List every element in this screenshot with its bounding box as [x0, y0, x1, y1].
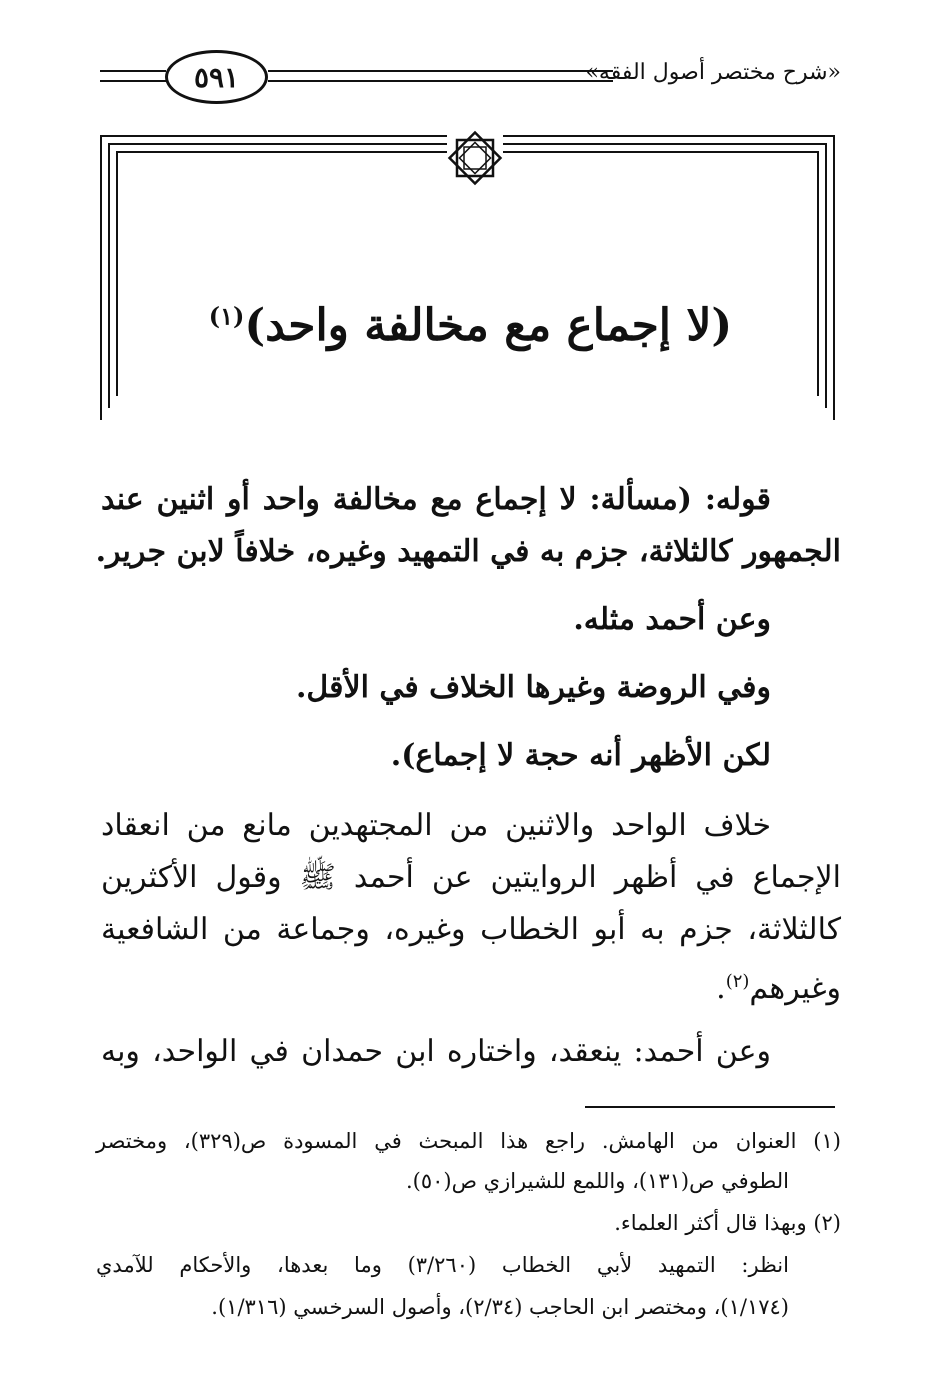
header-rule-left-top [100, 70, 166, 72]
header-rule-left-bottom [100, 80, 166, 82]
footnote-line-2: الطوفي ص(١٣١)، واللمع للشيرازي ص(٥٠). [405, 1169, 789, 1193]
page-number: ٥٩١ [165, 50, 268, 104]
footnote-line-4: انظر: التمهيد لأبي الخطاب (٣/٢٦٠) وما بعدها، والأحكام للآمدي [96, 1253, 789, 1277]
frame-right-inner [817, 151, 819, 396]
frame-left-middle [108, 143, 110, 408]
footnote-ref-2: (٢) [725, 971, 750, 992]
frame-left-inner [116, 151, 118, 396]
footnote-ref-1: (١) [208, 301, 245, 331]
header-rule-mid-top [268, 70, 613, 72]
body-line-3: وعن أحمد مثله. [573, 602, 771, 637]
footnote-separator [585, 1106, 835, 1108]
body-line-7: الإجماع في أظهر الروايتين عن أحمد ﷺ وقول الأكثرين [101, 860, 841, 895]
frame-left-outer [100, 135, 102, 420]
octagram-ornament-icon [447, 130, 503, 186]
body-line-10: وعن أحمد: ينعقد، واختاره ابن حمدان في الواحد، وبه [101, 1034, 771, 1069]
body-line-8: كالثلاثة، جزم به أبو الخطاب وغيره، وجماعة من الشافعية [101, 912, 841, 947]
body-line-2: الجمهور كالثلاثة، جزم به في التمهيد وغيره، خلافاً لابن جرير. [95, 534, 841, 569]
running-title: «شرح مختصر أصول الفقه» [585, 60, 841, 85]
header-rule-mid-bottom [268, 80, 613, 82]
body-line-1: قوله: (مسألة: لا إجماع مع مخالفة واحد أو اثنين عند [101, 482, 771, 517]
footnote-line-1: (١) العنوان من الهامش. راجع هذا المبحث في المسودة ص(٣٢٩)، ومختصر [96, 1129, 841, 1153]
footnote-line-3: (٢) وبهذا قال أكثر العلماء. [614, 1211, 841, 1235]
body-line-6: خلاف الواحد والاثنين من المجتهدين مانع من انعقاد [101, 808, 771, 843]
footnote-line-5: (١/١٧٤)، ومختصر ابن الحاجب (٢/٣٤)، وأصول السرخسي (١/٣١٦). [211, 1295, 789, 1319]
chapter-title [120, 300, 821, 351]
body-line-5: لكن الأظهر أنه حجة لا إجماع). [390, 738, 771, 773]
frame-right-outer [833, 135, 835, 420]
body-line-9 [101, 962, 841, 1009]
body-line-9-text: وغيرهم [749, 971, 841, 1006]
body-line-4: وفي الروضة وغيرها الخلاف في الأقل. [295, 670, 771, 705]
body-line-9-period: . [716, 971, 726, 1006]
chapter-title-text: (لا إجماع مع مخالفة واحد) [244, 300, 733, 351]
frame-right-middle [825, 143, 827, 408]
